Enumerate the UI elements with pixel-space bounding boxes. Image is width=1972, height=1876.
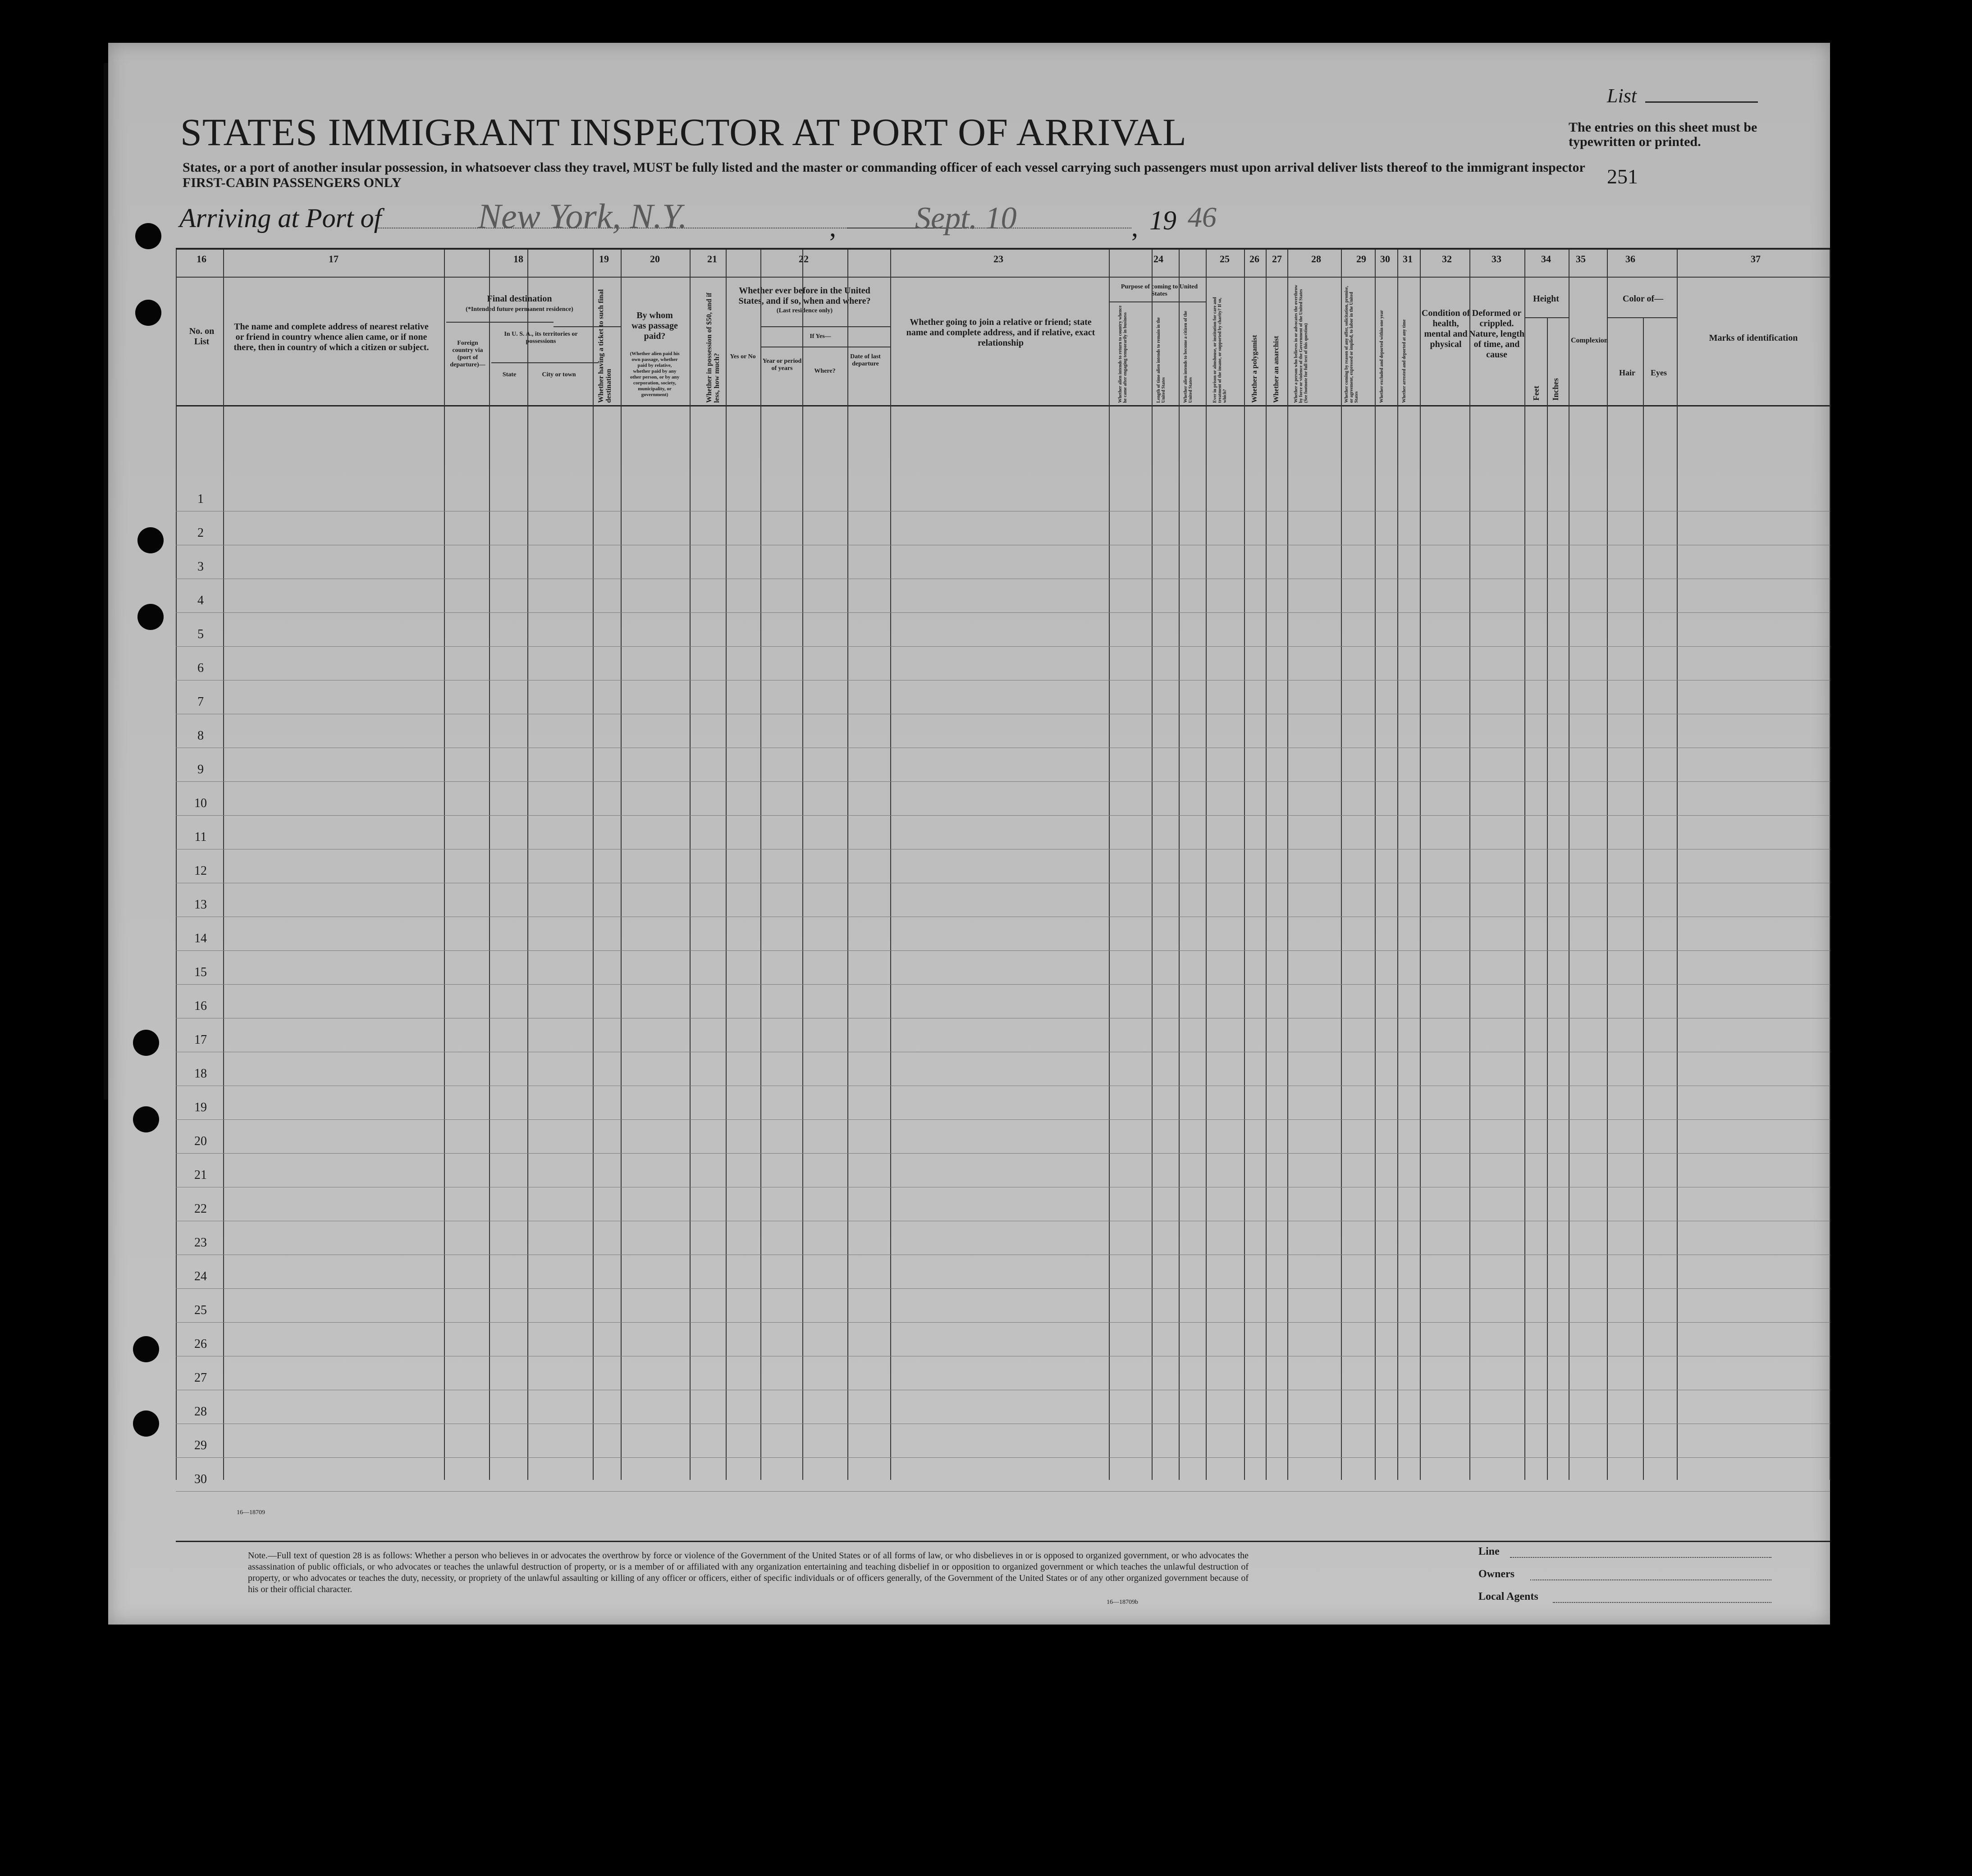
list-blank bbox=[1645, 101, 1758, 103]
row-number: 9 bbox=[197, 762, 204, 776]
punch-hole bbox=[135, 223, 161, 249]
row-number: 16 bbox=[194, 999, 207, 1013]
row-number: 1 bbox=[197, 492, 204, 506]
header-anarchist: Whether an anarchist bbox=[1272, 336, 1280, 403]
row-number: 28 bbox=[194, 1405, 207, 1419]
header-complexion: Complexion bbox=[1571, 337, 1608, 344]
column-number: 25 bbox=[1220, 253, 1230, 265]
column-number: 19 bbox=[599, 253, 609, 265]
manifest-table bbox=[176, 248, 1830, 1516]
header-foreign-country: Foreign country via (port of departure)— bbox=[450, 340, 485, 368]
row-rule bbox=[176, 950, 1830, 951]
column-divider bbox=[176, 250, 177, 1480]
header-polygamist: Whether a polygamist bbox=[1251, 335, 1258, 403]
manifest-sheet bbox=[108, 43, 1830, 1625]
column-divider bbox=[1375, 250, 1376, 1480]
row-number: 21 bbox=[194, 1168, 207, 1182]
column-number: 29 bbox=[1356, 253, 1366, 265]
column-number: 34 bbox=[1541, 253, 1551, 265]
column-divider bbox=[444, 250, 445, 1480]
punch-hole bbox=[137, 527, 164, 553]
line-label: Line bbox=[1478, 1546, 1500, 1557]
column-number: 35 bbox=[1576, 253, 1586, 265]
column-divider bbox=[1643, 317, 1644, 1480]
column-number: 16 bbox=[197, 253, 206, 265]
header-marks-identification: Marks of identification bbox=[1709, 333, 1798, 343]
owners-label: Owners bbox=[1478, 1568, 1514, 1580]
owners-blank bbox=[1530, 1579, 1771, 1580]
header-height: Height bbox=[1533, 294, 1559, 304]
comma-separator: , bbox=[829, 212, 836, 242]
header-feet: Feet bbox=[1532, 386, 1541, 401]
column-divider bbox=[1341, 250, 1342, 1480]
header-hair: Hair bbox=[1619, 368, 1635, 377]
row-number: 23 bbox=[194, 1236, 207, 1250]
column-divider bbox=[1677, 250, 1678, 1480]
header-subrule bbox=[1607, 317, 1677, 318]
header-labor: Whether coming by reason of any offer, solicitation, promise, or agreement, expressed or implied, to labor in the United States bbox=[1344, 286, 1359, 403]
column-divider bbox=[527, 250, 528, 1480]
header-where: Where? bbox=[814, 368, 836, 374]
column-number: 32 bbox=[1442, 253, 1452, 265]
header-overthrow: Whether a person who believes in or advocates the overthrow by force or violence of the Government of the United States (See footnote for full text of this question) bbox=[1294, 285, 1309, 403]
row-number: 27 bbox=[194, 1371, 207, 1385]
row-number: 12 bbox=[194, 864, 207, 878]
row-rule bbox=[176, 646, 1830, 647]
header-subrule bbox=[1524, 317, 1569, 318]
header-purpose-return: Whether alien intends to return to country whence he came after engaging temporarily in business bbox=[1118, 305, 1128, 403]
header-final-destination-note: (*Intended future permanent residence) bbox=[466, 306, 573, 313]
header-nearest-relative: The name and complete address of nearest relative or friend in country whence alien came, or if none there, then in country of which a citizen or subject. bbox=[233, 322, 429, 352]
column-number: 17 bbox=[329, 253, 339, 265]
column-divider bbox=[1152, 250, 1153, 1480]
row-number: 26 bbox=[194, 1337, 207, 1351]
row-rule bbox=[176, 1457, 1830, 1458]
punch-hole bbox=[133, 1410, 159, 1437]
punch-hole bbox=[137, 604, 164, 630]
column-divider bbox=[1287, 250, 1288, 1480]
header-inches: Inches bbox=[1551, 378, 1560, 401]
row-number: 19 bbox=[194, 1100, 207, 1114]
column-divider bbox=[760, 250, 761, 1480]
row-rule bbox=[176, 1153, 1830, 1154]
column-divider bbox=[489, 250, 490, 1480]
column-divider bbox=[223, 250, 224, 1480]
column-number: 24 bbox=[1153, 253, 1163, 265]
column-number: 28 bbox=[1311, 253, 1321, 265]
header-purpose: Purpose of coming to United States bbox=[1121, 283, 1198, 297]
header-final-destination: Final destination bbox=[487, 294, 552, 304]
passenger-class-label: FIRST-CABIN PASSENGERS ONLY bbox=[183, 175, 402, 190]
row-rule bbox=[176, 612, 1830, 613]
row-number: 30 bbox=[194, 1472, 207, 1486]
column-divider bbox=[1524, 250, 1525, 1480]
local-agents-blank bbox=[1553, 1602, 1771, 1603]
header-prison: Ever in prison or almshouse, or institution for care and treatment of the insane, or supported by charity? If so, which? bbox=[1212, 297, 1227, 403]
punch-hole bbox=[133, 1336, 159, 1362]
row-number: 6 bbox=[197, 661, 204, 675]
row-rule bbox=[176, 1322, 1830, 1323]
typewritten-instruction: The entries on this sheet must be typewritten or printed. bbox=[1569, 120, 1757, 149]
header-subrule bbox=[1109, 301, 1206, 302]
column-divider bbox=[1109, 250, 1110, 1480]
header-excluded: Whether excluded and deported within one year bbox=[1379, 310, 1384, 403]
header-color-of: Color of— bbox=[1622, 294, 1664, 304]
form-title: STATES IMMIGRANT INSPECTOR AT PORT OF ARRIVAL bbox=[180, 110, 1187, 154]
row-rule bbox=[176, 1491, 1830, 1492]
header-ticket: Whether having a ticket to such final destination bbox=[597, 289, 613, 403]
row-number: 17 bbox=[194, 1033, 207, 1047]
header-deported: Whether arrested and deported at any time bbox=[1402, 319, 1407, 403]
column-number: 22 bbox=[799, 253, 809, 265]
column-number: 20 bbox=[650, 253, 660, 265]
header-join-relative: Whether going to join a relative or friend; state name and complete address, and if relative, exact relationship bbox=[906, 317, 1095, 348]
header-subrule bbox=[446, 322, 554, 323]
header-eyes: Eyes bbox=[1651, 368, 1667, 377]
year-printed: 19 bbox=[1149, 205, 1176, 235]
header-bottom-rule bbox=[176, 405, 1830, 406]
column-divider bbox=[1607, 250, 1608, 1480]
header-ever-before: Whether ever before in the United States, and if so, when and where? bbox=[738, 286, 871, 306]
table-bottom-rule bbox=[176, 1541, 1830, 1542]
row-rule bbox=[176, 984, 1830, 985]
header-state: State bbox=[502, 371, 517, 378]
row-number: 20 bbox=[194, 1134, 207, 1148]
column-divider bbox=[890, 250, 891, 1480]
date-handwritten: Sept. 10 bbox=[915, 201, 1017, 236]
column-number: 23 bbox=[993, 253, 1003, 265]
header-years: Year or period of years bbox=[762, 358, 802, 372]
column-divider bbox=[1244, 250, 1245, 1480]
local-agents-label: Local Agents bbox=[1478, 1591, 1538, 1602]
column-divider bbox=[1179, 250, 1180, 1480]
punch-hole bbox=[133, 1030, 159, 1056]
row-number: 3 bbox=[197, 560, 204, 574]
column-number: 30 bbox=[1380, 253, 1390, 265]
row-rule bbox=[176, 1288, 1830, 1289]
column-divider bbox=[621, 250, 622, 1480]
row-number: 15 bbox=[194, 965, 207, 979]
row-number: 29 bbox=[194, 1438, 207, 1452]
row-number: 25 bbox=[194, 1303, 207, 1317]
header-purpose-citizen: Whether alien intends to become a citizen of the United States bbox=[1183, 310, 1193, 403]
header-subrule bbox=[760, 326, 891, 327]
punch-hole bbox=[135, 300, 161, 326]
header-subrule bbox=[554, 326, 621, 327]
column-number: 26 bbox=[1249, 253, 1259, 265]
comma-separator: , bbox=[1131, 212, 1138, 242]
header-in-usa: In U. S. A., its territories or possessions bbox=[504, 331, 578, 345]
header-subrule bbox=[491, 362, 599, 363]
header-last-departure: Date of last departure bbox=[850, 353, 881, 367]
year-handwritten: 46 bbox=[1188, 201, 1217, 233]
row-number: 10 bbox=[194, 796, 207, 810]
column-number: 36 bbox=[1625, 253, 1635, 265]
form-number-b: 16—18709b bbox=[1107, 1599, 1138, 1606]
column-number: 21 bbox=[707, 253, 717, 265]
header-no-on-list: No. on List bbox=[189, 326, 215, 347]
column-divider bbox=[1469, 250, 1470, 1480]
header-last-residence: (Last residence only) bbox=[776, 307, 833, 314]
column-divider bbox=[802, 250, 803, 1480]
arriving-label: Arriving at Port of bbox=[179, 203, 382, 233]
header-rule bbox=[176, 277, 1830, 278]
column-number: 27 bbox=[1272, 253, 1282, 265]
header-fifty-dollars: Whether in possession of $50, and if less, how much? bbox=[705, 292, 721, 403]
form-subtitle: States, or a port of another insular possession, in whatsoever class they travel, MUST be fully listed and the master or commanding officer of each vessel carrying such passengers must upon arrival deliver lists thereof to the immigrant inspector bbox=[183, 160, 1585, 175]
list-number: 251 bbox=[1607, 165, 1638, 188]
row-number: 13 bbox=[194, 898, 207, 912]
column-divider bbox=[1266, 250, 1267, 1480]
column-divider bbox=[847, 250, 848, 1480]
column-divider bbox=[690, 250, 691, 1480]
row-number: 22 bbox=[194, 1202, 207, 1216]
header-passage-paid: By whom was passage paid? bbox=[631, 310, 678, 341]
row-rule bbox=[176, 781, 1830, 782]
port-handwritten: New York, N.Y. bbox=[478, 196, 687, 236]
column-divider bbox=[726, 250, 727, 1480]
column-divider bbox=[1206, 250, 1207, 1480]
list-label: List bbox=[1607, 85, 1637, 107]
row-number: 2 bbox=[197, 526, 204, 540]
column-divider bbox=[1547, 317, 1548, 1480]
row-number: 14 bbox=[194, 931, 207, 945]
row-number: 8 bbox=[197, 729, 204, 743]
row-number: 4 bbox=[197, 593, 204, 607]
header-health: Condition of health, mental and physical bbox=[1421, 308, 1470, 349]
row-number: 24 bbox=[194, 1269, 207, 1283]
header-yes-no: Yes or No bbox=[730, 353, 756, 360]
form-number: 16—18709 bbox=[237, 1509, 265, 1516]
column-number: 31 bbox=[1403, 253, 1413, 265]
column-number: 18 bbox=[513, 253, 523, 265]
column-number: 33 bbox=[1492, 253, 1501, 265]
header-purpose-length: Length of time alien intends to remain in the United States bbox=[1156, 317, 1166, 403]
row-rule bbox=[176, 1119, 1830, 1120]
row-number: 7 bbox=[197, 695, 204, 709]
row-rule bbox=[176, 815, 1830, 816]
column-number: 37 bbox=[1751, 253, 1761, 265]
punch-hole bbox=[133, 1106, 159, 1132]
header-if-yes: If Yes— bbox=[810, 333, 831, 340]
line-blank bbox=[1510, 1557, 1771, 1558]
column-divider bbox=[1420, 250, 1421, 1480]
footnote-question-28: Note.—Full text of question 28 is as follows: Whether a person who believes in or advocates the overthrow by force or violence of the Government of the United States or of all forms of law, or who disbelieves in or is opposed to organized government, or who advocates the assassination of public officials, or who advocates or teaches the unlawful destruction of property, or is a member of or affiliated with any organization entertaining and teaching disbelief in or opposition to organized government or which teaches the unlawful destruction of property, or who advocates or teaches the duty, necessity, or propriety of the unlawful assaulting or killing of any officer or officers, either of specific individuals or of officers generally, of the Government of the United States or of any other organized government because of his or their official character. bbox=[248, 1551, 1249, 1594]
row-number: 11 bbox=[194, 830, 207, 844]
column-divider bbox=[1397, 250, 1398, 1480]
row-number: 5 bbox=[197, 627, 204, 641]
row-number: 18 bbox=[194, 1067, 207, 1081]
header-passage-note: (Whether alien paid his own passage, whether paid by relative, whether paid by any other person, or by any corporation, society, municipality, or government) bbox=[630, 351, 680, 397]
column-divider bbox=[593, 250, 594, 1480]
header-city: City or town bbox=[542, 371, 576, 378]
header-deformed: Deformed or crippled. Nature, length of time, and cause bbox=[1469, 308, 1524, 360]
